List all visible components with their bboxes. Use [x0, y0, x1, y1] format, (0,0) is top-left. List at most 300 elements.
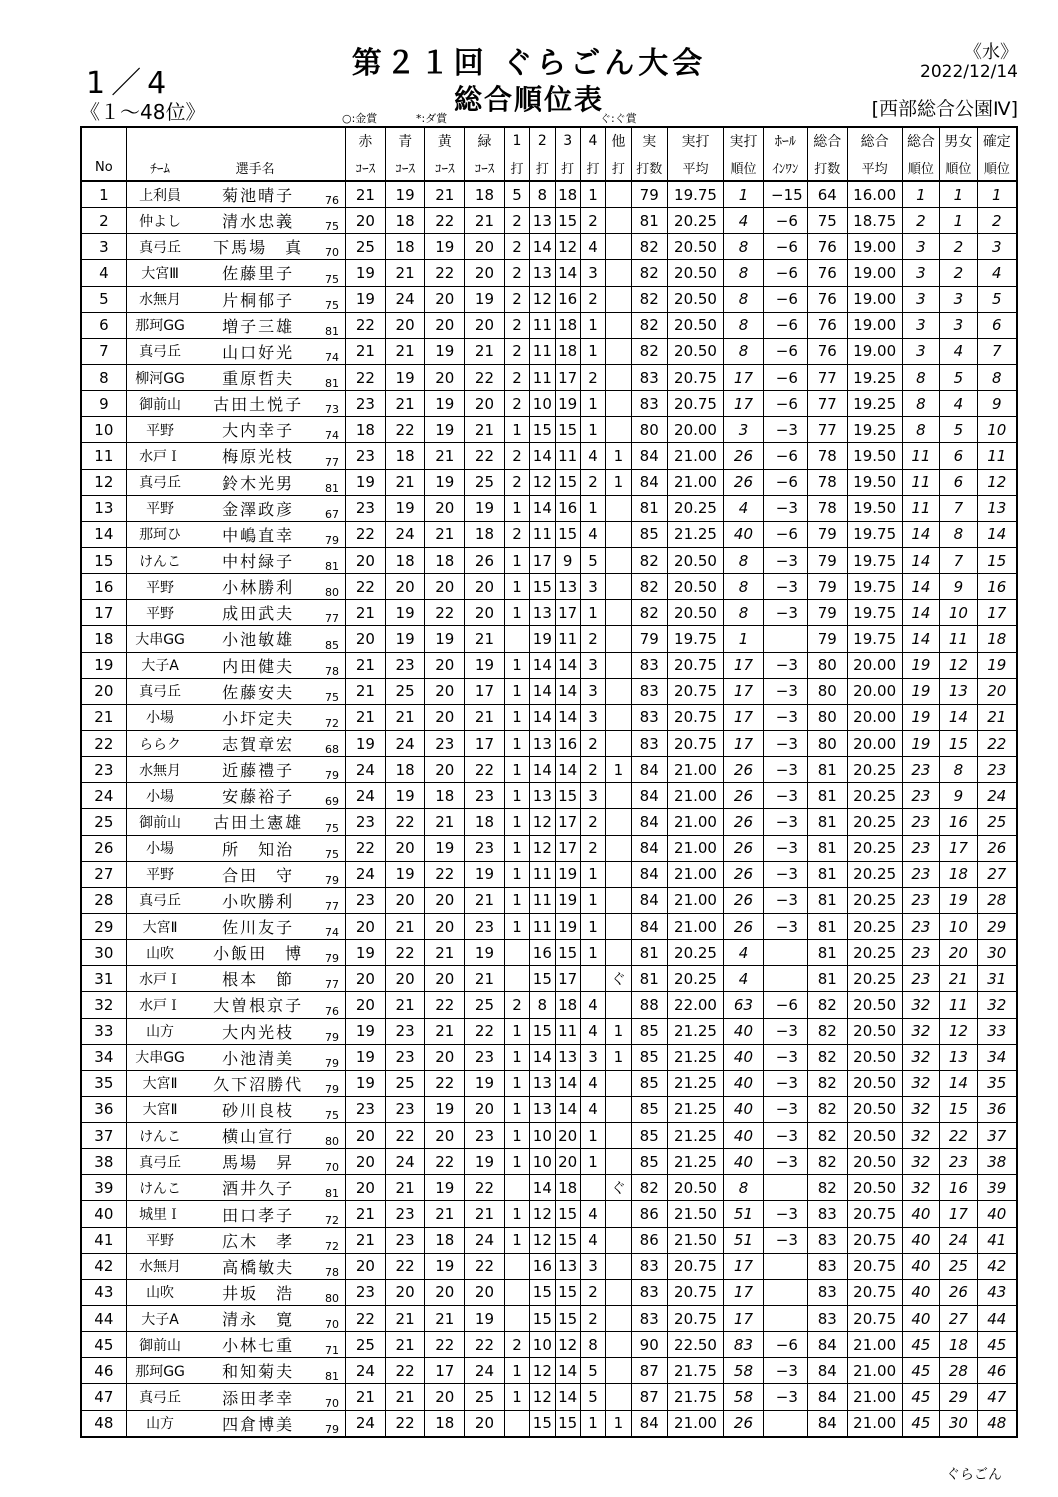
cell-age: 77: [317, 600, 346, 626]
cell-hole-in-one: −3: [763, 1044, 807, 1070]
cell-final-rank: 7: [977, 338, 1017, 364]
cell-gender-rank: 18: [940, 861, 977, 887]
cell-green: 24: [465, 1358, 505, 1384]
col-other-da: 打: [606, 154, 631, 181]
cell-age: 78: [317, 1253, 346, 1279]
cell-final-rank: 29: [977, 913, 1017, 939]
cell-red: 21: [346, 678, 386, 704]
cell-actual-strokes: 82: [631, 234, 667, 260]
col-other-top: 他: [606, 127, 631, 154]
cell-other: [606, 600, 631, 626]
cell-strokes-2: 14: [530, 1175, 555, 1201]
cell-strokes-4: 2: [580, 730, 605, 756]
cell-total-avg: 20.25: [847, 757, 902, 783]
cell-strokes-1: [504, 1410, 529, 1437]
cell-age: 72: [317, 1201, 346, 1227]
cell-total-avg: 18.75: [847, 208, 902, 234]
cell-red: 23: [346, 1096, 386, 1122]
table-row: [81, 1358, 1017, 1384]
cell-hole-in-one: −6: [763, 260, 807, 286]
cell-total-avg: 20.50: [847, 1175, 902, 1201]
cell-blue: 21: [385, 338, 425, 364]
cell-red: 20: [346, 626, 386, 652]
cell-other: [606, 1149, 631, 1175]
cell-hole-in-one: −6: [763, 391, 807, 417]
cell-red: 21: [346, 181, 386, 208]
col-actual: 打数: [631, 154, 667, 181]
cell-total-rank: 3: [902, 260, 939, 286]
cell-actual-strokes: 82: [631, 260, 667, 286]
cell-no: 42: [81, 1253, 126, 1279]
cell-actual-avg: 20.25: [667, 495, 723, 521]
cell-red: 20: [346, 547, 386, 573]
cell-yellow: 20: [425, 1044, 465, 1070]
cell-blue: 21: [385, 913, 425, 939]
cell-red: 19: [346, 1044, 386, 1070]
cell-total-rank: 14: [902, 574, 939, 600]
cell-hole-in-one: [763, 1175, 807, 1201]
cell-total-avg: 19.25: [847, 391, 902, 417]
table-row: [81, 626, 1017, 652]
cell-no: 33: [81, 1018, 126, 1044]
cell-total-rank: 19: [902, 652, 939, 678]
cell-gender-rank: 8: [940, 757, 977, 783]
cell-strokes-4: 1: [580, 181, 605, 208]
cell-strokes-3: 18: [555, 181, 580, 208]
cell-hole-in-one: −3: [763, 1096, 807, 1122]
cell-strokes-4: 3: [580, 704, 605, 730]
cell-age: 80: [317, 1279, 346, 1305]
col-s4-top: 4: [580, 127, 605, 154]
cell-strokes-4: 4: [580, 1201, 605, 1227]
cell-gender-rank: 13: [940, 1044, 977, 1070]
cell-no: 10: [81, 417, 126, 443]
col-s1-da: 打: [504, 154, 529, 181]
cell-strokes-4: 2: [580, 1306, 605, 1332]
cell-blue: 22: [385, 1253, 425, 1279]
cell-age: 76: [317, 992, 346, 1018]
cell-total-rank: 40: [902, 1306, 939, 1332]
cell-strokes-2: 12: [530, 1384, 555, 1410]
cell-total-strokes: 83: [807, 1253, 847, 1279]
cell-other: [606, 286, 631, 312]
cell-other: [606, 1332, 631, 1358]
table-row: [81, 260, 1017, 286]
cell-yellow: 20: [425, 286, 465, 312]
cell-actual-rank: 58: [724, 1384, 764, 1410]
cell-green: 23: [465, 1123, 505, 1149]
cell-actual-strokes: 83: [631, 364, 667, 390]
cell-final-rank: 43: [977, 1279, 1017, 1305]
cell-yellow: 18: [425, 1410, 465, 1437]
cell-team: 平野: [126, 861, 193, 887]
cell-other: [606, 1227, 631, 1253]
cell-blue: 23: [385, 1018, 425, 1044]
cell-total-rank: 14: [902, 547, 939, 573]
cell-other: [606, 704, 631, 730]
cell-strokes-4: 5: [580, 547, 605, 573]
table-row: [81, 1227, 1017, 1253]
cell-actual-strokes: 79: [631, 626, 667, 652]
cell-strokes-3: 19: [555, 887, 580, 913]
cell-final-rank: 31: [977, 966, 1017, 992]
cell-actual-avg: 21.25: [667, 1123, 723, 1149]
cell-gender-rank: 15: [940, 1096, 977, 1122]
cell-blue: 20: [385, 887, 425, 913]
cell-strokes-1: 1: [504, 678, 529, 704]
cell-actual-rank: 40: [724, 1070, 764, 1096]
cell-green: 19: [465, 652, 505, 678]
cell-age: 76: [317, 181, 346, 208]
cell-player-name: 山口好光: [193, 338, 316, 364]
cell-strokes-1: 1: [504, 1096, 529, 1122]
table-row: [81, 809, 1017, 835]
cell-actual-rank: 8: [724, 600, 764, 626]
cell-blue: 21: [385, 1332, 425, 1358]
cell-gender-rank: 26: [940, 1279, 977, 1305]
cell-strokes-3: 12: [555, 234, 580, 260]
cell-strokes-2: 10: [530, 1149, 555, 1175]
cell-green: 18: [465, 181, 505, 208]
cell-strokes-1: 1: [504, 1123, 529, 1149]
cell-gender-rank: 21: [940, 966, 977, 992]
cell-strokes-3: 14: [555, 757, 580, 783]
cell-strokes-1: 1: [504, 574, 529, 600]
cell-hole-in-one: [763, 626, 807, 652]
cell-other: [606, 913, 631, 939]
cell-blue: 20: [385, 1279, 425, 1305]
cell-final-rank: 8: [977, 364, 1017, 390]
cell-total-strokes: 81: [807, 913, 847, 939]
cell-total-strokes: 64: [807, 181, 847, 208]
cell-actual-rank: 40: [724, 1123, 764, 1149]
cell-actual-avg: 21.00: [667, 913, 723, 939]
cell-actual-strokes: 83: [631, 391, 667, 417]
cell-hole-in-one: [763, 940, 807, 966]
cell-total-avg: 19.50: [847, 469, 902, 495]
cell-actual-strokes: 87: [631, 1358, 667, 1384]
cell-actual-rank: 1: [724, 626, 764, 652]
cell-age: 75: [317, 260, 346, 286]
cell-red: 23: [346, 1279, 386, 1305]
col-yellow-top: 黄: [425, 127, 465, 154]
cell-total-avg: 19.50: [847, 495, 902, 521]
table-row: [81, 861, 1017, 887]
cell-strokes-2: 11: [530, 312, 555, 338]
col-no-top: [81, 127, 126, 154]
cell-other: [606, 547, 631, 573]
cell-hole-in-one: −3: [763, 678, 807, 704]
cell-no: 39: [81, 1175, 126, 1201]
cell-team: 水戸Ｉ: [126, 443, 193, 469]
cell-strokes-4: 3: [580, 783, 605, 809]
cell-red: 19: [346, 286, 386, 312]
cell-strokes-2: 11: [530, 364, 555, 390]
cell-no: 28: [81, 887, 126, 913]
cell-strokes-2: 10: [530, 391, 555, 417]
cell-total-strokes: 81: [807, 887, 847, 913]
cell-strokes-2: 13: [530, 1070, 555, 1096]
cell-green: 21: [465, 626, 505, 652]
cell-strokes-3: 19: [555, 391, 580, 417]
cell-green: 25: [465, 1384, 505, 1410]
cell-player-name: 四倉博美: [193, 1410, 316, 1437]
table-header: [81, 127, 1017, 181]
cell-strokes-1: 1: [504, 913, 529, 939]
cell-strokes-3: 15: [555, 783, 580, 809]
cell-actual-strokes: 81: [631, 495, 667, 521]
cell-hole-in-one: −3: [763, 652, 807, 678]
cell-actual-avg: 20.50: [667, 338, 723, 364]
cell-red: 21: [346, 652, 386, 678]
cell-yellow: 19: [425, 391, 465, 417]
cell-green: 19: [465, 1306, 505, 1332]
cell-actual-avg: 21.25: [667, 521, 723, 547]
cell-strokes-3: 20: [555, 1149, 580, 1175]
cell-other: 1: [606, 757, 631, 783]
cell-age: 77: [317, 966, 346, 992]
cell-yellow: 20: [425, 704, 465, 730]
cell-player-name: 古田土悦子: [193, 391, 316, 417]
cell-blue: 21: [385, 992, 425, 1018]
cell-yellow: 21: [425, 1201, 465, 1227]
cell-final-rank: 28: [977, 887, 1017, 913]
table-row: [81, 757, 1017, 783]
cell-team: 御前山: [126, 1332, 193, 1358]
cell-total-rank: 2: [902, 208, 939, 234]
cell-blue: 21: [385, 391, 425, 417]
cell-final-rank: 1: [977, 181, 1017, 208]
cell-green: 25: [465, 992, 505, 1018]
cell-other: [606, 1123, 631, 1149]
cell-gender-rank: 28: [940, 1358, 977, 1384]
cell-yellow: 22: [425, 1149, 465, 1175]
cell-final-rank: 19: [977, 652, 1017, 678]
cell-player-name: 小池敏雄: [193, 626, 316, 652]
table-row: [81, 181, 1017, 208]
cell-actual-rank: 17: [724, 364, 764, 390]
cell-yellow: 19: [425, 835, 465, 861]
cell-strokes-3: 16: [555, 286, 580, 312]
col-s3-top: 3: [555, 127, 580, 154]
cell-green: 19: [465, 940, 505, 966]
cell-blue: 24: [385, 730, 425, 756]
cell-red: 22: [346, 364, 386, 390]
cell-yellow: 18: [425, 783, 465, 809]
table-row: [81, 966, 1017, 992]
cell-final-rank: 40: [977, 1201, 1017, 1227]
cell-final-rank: 33: [977, 1018, 1017, 1044]
cell-gender-rank: 3: [940, 286, 977, 312]
cell-blue: 18: [385, 547, 425, 573]
cell-team: 山方: [126, 1018, 193, 1044]
cell-green: 20: [465, 574, 505, 600]
cell-total-avg: 19.25: [847, 364, 902, 390]
page-number: 1／4: [86, 66, 173, 101]
cell-yellow: 21: [425, 809, 465, 835]
rank-range: 《１～48位》: [80, 100, 206, 124]
cell-actual-avg: 21.25: [667, 1096, 723, 1122]
cell-strokes-2: 12: [530, 1227, 555, 1253]
cell-strokes-1: 1: [504, 1201, 529, 1227]
col-age-top: [317, 127, 346, 154]
cell-strokes-4: 4: [580, 1227, 605, 1253]
cell-gender-rank: 5: [940, 417, 977, 443]
cell-final-rank: 25: [977, 809, 1017, 835]
cell-final-rank: 26: [977, 835, 1017, 861]
cell-player-name: 志賀章宏: [193, 730, 316, 756]
cell-red: 18: [346, 417, 386, 443]
table-row: [81, 600, 1017, 626]
cell-other: [606, 940, 631, 966]
cell-age: 77: [317, 443, 346, 469]
table-row: [81, 1384, 1017, 1410]
cell-no: 25: [81, 809, 126, 835]
table-row: [81, 783, 1017, 809]
cell-other: [606, 1253, 631, 1279]
cell-strokes-2: 14: [530, 704, 555, 730]
cell-yellow: 19: [425, 417, 465, 443]
cell-strokes-2: 14: [530, 443, 555, 469]
cell-team: 上利員: [126, 181, 193, 208]
cell-strokes-2: 10: [530, 1123, 555, 1149]
cell-actual-rank: 17: [724, 1279, 764, 1305]
cell-other: [606, 1201, 631, 1227]
cell-gender-rank: 17: [940, 1201, 977, 1227]
cell-total-strokes: 80: [807, 704, 847, 730]
cell-green: 21: [465, 208, 505, 234]
cell-hole-in-one: −3: [763, 809, 807, 835]
cell-red: 24: [346, 783, 386, 809]
cell-no: 47: [81, 1384, 126, 1410]
table-row: [81, 521, 1017, 547]
cell-strokes-1: 2: [504, 364, 529, 390]
cell-total-avg: 20.25: [847, 809, 902, 835]
cell-actual-rank: 40: [724, 1096, 764, 1122]
cell-actual-rank: 4: [724, 208, 764, 234]
cell-red: 20: [346, 913, 386, 939]
cell-no: 17: [81, 600, 126, 626]
cell-hole-in-one: −6: [763, 208, 807, 234]
cell-green: 19: [465, 286, 505, 312]
table-row: [81, 913, 1017, 939]
cell-actual-rank: 8: [724, 312, 764, 338]
cell-total-strokes: 83: [807, 1279, 847, 1305]
cell-strokes-1: 2: [504, 260, 529, 286]
cell-no: 7: [81, 338, 126, 364]
cell-total-rank: 32: [902, 992, 939, 1018]
cell-total-rank: 23: [902, 913, 939, 939]
cell-strokes-3: 18: [555, 338, 580, 364]
cell-team: 御前山: [126, 391, 193, 417]
cell-player-name: 成田武夫: [193, 600, 316, 626]
cell-gender-rank: 1: [940, 208, 977, 234]
cell-team: 山吹: [126, 940, 193, 966]
cell-red: 23: [346, 809, 386, 835]
cell-gender-rank: 30: [940, 1410, 977, 1437]
cell-no: 41: [81, 1227, 126, 1253]
cell-total-strokes: 81: [807, 940, 847, 966]
cell-strokes-2: 13: [530, 1096, 555, 1122]
cell-strokes-4: 2: [580, 469, 605, 495]
cell-strokes-4: 2: [580, 1279, 605, 1305]
cell-final-rank: 32: [977, 992, 1017, 1018]
cell-actual-rank: 17: [724, 391, 764, 417]
cell-gender-rank: 9: [940, 783, 977, 809]
event-date: 2022/12/14: [920, 62, 1018, 82]
cell-green: 20: [465, 1279, 505, 1305]
cell-actual-rank: 8: [724, 338, 764, 364]
cell-no: 38: [81, 1149, 126, 1175]
cell-actual-avg: 21.25: [667, 1070, 723, 1096]
cell-strokes-1: 2: [504, 338, 529, 364]
cell-strokes-2: 14: [530, 495, 555, 521]
col-gender-top: 男女: [940, 127, 977, 154]
cell-no: 4: [81, 260, 126, 286]
cell-total-avg: 19.25: [847, 417, 902, 443]
cell-yellow: 20: [425, 887, 465, 913]
cell-total-rank: 32: [902, 1018, 939, 1044]
cell-strokes-2: 12: [530, 809, 555, 835]
cell-green: 21: [465, 704, 505, 730]
cell-no: 15: [81, 547, 126, 573]
cell-red: 24: [346, 861, 386, 887]
cell-actual-strokes: 88: [631, 992, 667, 1018]
cell-total-strokes: 78: [807, 469, 847, 495]
cell-total-rank: 32: [902, 1096, 939, 1122]
cell-actual-avg: 20.75: [667, 391, 723, 417]
cell-total-avg: 19.00: [847, 234, 902, 260]
cell-gender-rank: 11: [940, 992, 977, 1018]
cell-strokes-3: 18: [555, 312, 580, 338]
cell-strokes-1: 2: [504, 208, 529, 234]
cell-total-strokes: 79: [807, 547, 847, 573]
cell-actual-avg: 21.75: [667, 1384, 723, 1410]
cell-blue: 22: [385, 417, 425, 443]
cell-age: 67: [317, 495, 346, 521]
cell-strokes-4: 1: [580, 1149, 605, 1175]
cell-strokes-2: 8: [530, 181, 555, 208]
cell-actual-avg: 20.50: [667, 574, 723, 600]
table-row: [81, 495, 1017, 521]
cell-team: けんこ: [126, 547, 193, 573]
cell-hole-in-one: −3: [763, 1018, 807, 1044]
cell-gender-rank: 14: [940, 1070, 977, 1096]
cell-age: 79: [317, 1044, 346, 1070]
cell-strokes-3: 13: [555, 1253, 580, 1279]
cell-age: 81: [317, 469, 346, 495]
table-row: [81, 1332, 1017, 1358]
table-row: [81, 1123, 1017, 1149]
cell-yellow: 20: [425, 495, 465, 521]
cell-final-rank: 30: [977, 940, 1017, 966]
col-green-top: 緑: [465, 127, 505, 154]
cell-strokes-2: 11: [530, 338, 555, 364]
cell-blue: 24: [385, 521, 425, 547]
cell-other: [606, 312, 631, 338]
cell-actual-rank: 26: [724, 1410, 764, 1437]
cell-yellow: 23: [425, 730, 465, 756]
cell-yellow: 18: [425, 1227, 465, 1253]
cell-actual-avg: 20.75: [667, 704, 723, 730]
cell-player-name: 佐川友子: [193, 913, 316, 939]
cell-total-rank: 45: [902, 1384, 939, 1410]
cell-actual-strokes: 85: [631, 1096, 667, 1122]
cell-blue: 25: [385, 678, 425, 704]
cell-yellow: 21: [425, 1306, 465, 1332]
cell-actual-rank: 26: [724, 443, 764, 469]
cell-team: 水無月: [126, 1253, 193, 1279]
